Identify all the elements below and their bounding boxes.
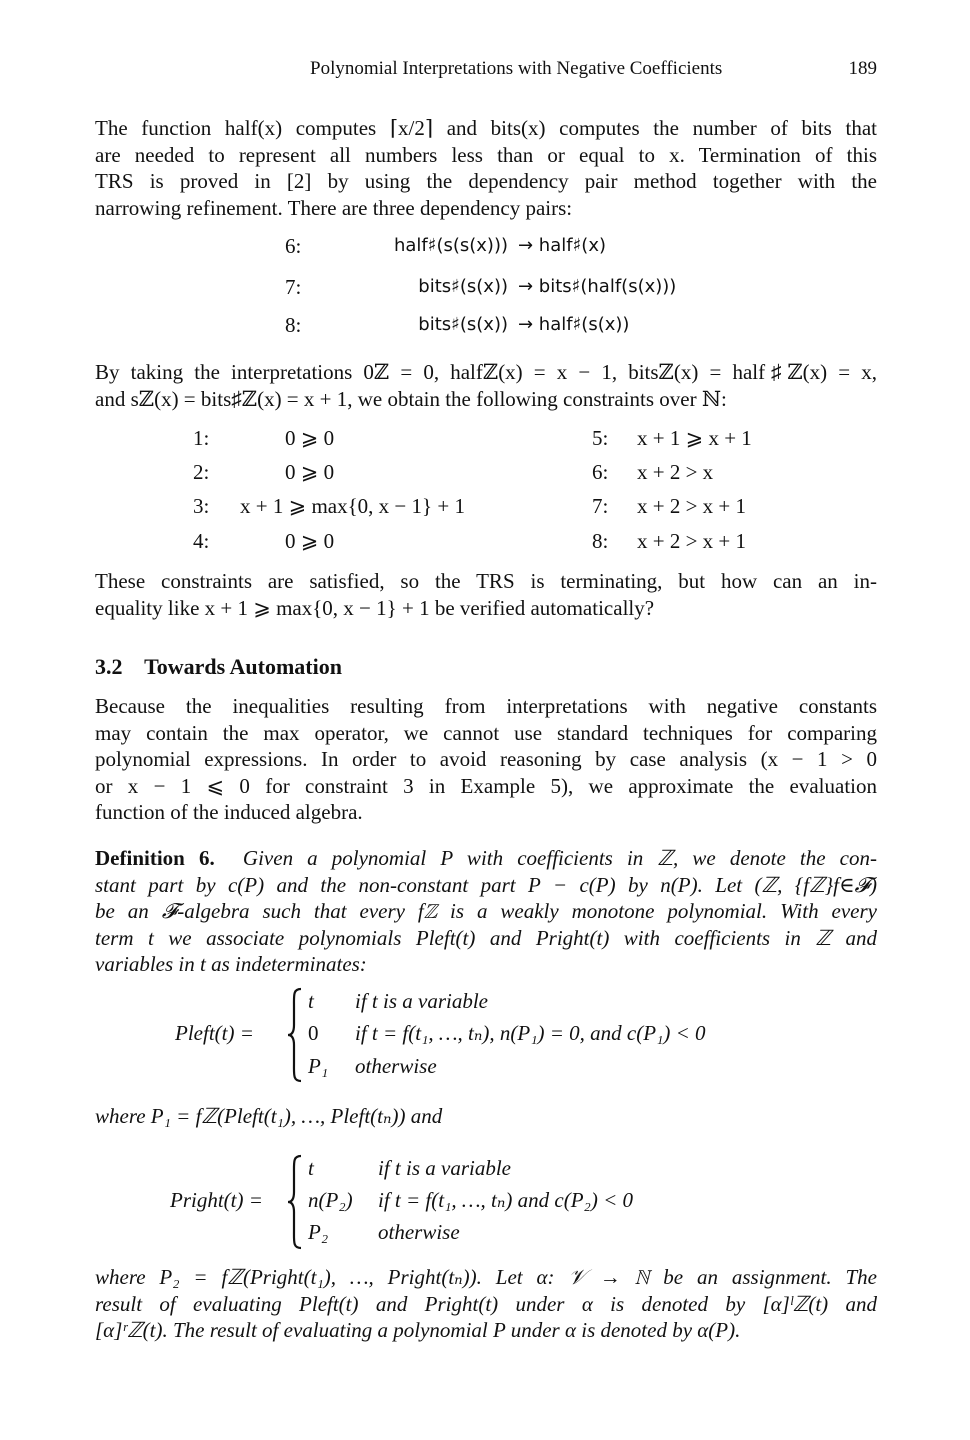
text-line: be an 𝓕-algebra such that every fℤ is a weakly monotone polynomial. With every bbox=[95, 899, 877, 923]
dp-lhs: bits♯(s(x)) bbox=[418, 314, 508, 335]
paragraph-because bbox=[95, 693, 877, 826]
case-condition: if t = f(t₁, …, tₙ), n(P₁) = 0, and c(P₁) < 0 bbox=[355, 1021, 706, 1045]
constraint-expr: x + 2 > x + 1 bbox=[637, 494, 747, 518]
dp-number: 6: bbox=[285, 234, 302, 258]
dp-rhs: → half♯(s(x)) bbox=[518, 314, 630, 335]
dp-lhs: bits♯(s(x)) bbox=[418, 276, 508, 297]
case-value: n(P₂) bbox=[308, 1188, 353, 1212]
text-line: result of evaluating Pleft(t) and Pright(t) under α is denoted by [α]ˡℤ(t) and bbox=[95, 1291, 877, 1316]
constraint-expr: x + 2 > x bbox=[637, 460, 714, 484]
constraint-number: 3: bbox=[193, 494, 210, 518]
case-condition: otherwise bbox=[355, 1054, 437, 1078]
constraint-expr: 0 ⩾ 0 bbox=[285, 426, 335, 450]
case-value: t bbox=[308, 989, 314, 1013]
text-line: are needed to represent all numbers less than or equal to x. Termination of this bbox=[95, 142, 877, 167]
where-p2 bbox=[95, 1264, 877, 1344]
section-number: 3.2 bbox=[95, 654, 123, 679]
dp-rhs: → bits♯(half(s(x))) bbox=[518, 276, 677, 297]
case-value: t bbox=[308, 1156, 314, 1180]
section-title: Towards Automation bbox=[144, 654, 342, 679]
running-title: Polynomial Interpretations with Negative Coefficients bbox=[310, 58, 723, 79]
text-line: Given a polynomial P with coefficients in ℤ, we denote the con- bbox=[242, 846, 877, 870]
dp-number: 7: bbox=[285, 275, 302, 299]
constraint-number: 1: bbox=[193, 426, 210, 450]
constraint-number: 5: bbox=[592, 426, 609, 450]
constraint-expr: x + 2 > x + 1 bbox=[637, 529, 747, 553]
case-condition: if t is a variable bbox=[378, 1156, 511, 1180]
case-value: 0 bbox=[308, 1021, 319, 1045]
page-number: 189 bbox=[848, 58, 877, 79]
constraint-expr: 0 ⩾ 0 bbox=[285, 460, 335, 484]
dp-number: 8: bbox=[285, 313, 302, 337]
text-line: [α]ʳℤ(t). The result of evaluating a polynomial P under α is denoted by α(P). bbox=[95, 1318, 741, 1342]
text-line: polynomial expressions. In order to avoid reasoning by case analysis (x − 1 > 0 bbox=[95, 747, 877, 771]
definition-6 bbox=[95, 845, 877, 978]
text-line: and sℤ(x) = bits♯ℤ(x) = x + 1, we obtain the following constraints over ℕ: bbox=[95, 386, 727, 411]
case-value: P₁ bbox=[308, 1054, 329, 1078]
definition-label: Definition 6. bbox=[95, 846, 215, 870]
text-line: term t we associate polynomials Pleft(t) and Pright(t) with coefficients in ℤ and bbox=[95, 925, 877, 950]
text-line: The function half(x) computes ⌈x/2⌉ and bits(x) computes the number of bits that bbox=[95, 116, 877, 140]
text-line: variables in t as indeterminates: bbox=[95, 952, 367, 976]
section-heading bbox=[95, 654, 342, 680]
case-value: P₂ bbox=[308, 1220, 329, 1244]
pright-lhs: Pright(t) = bbox=[170, 1188, 263, 1212]
text-line: function of the induced algebra. bbox=[95, 800, 363, 824]
paragraph-intro bbox=[95, 115, 877, 221]
constraint-expr: x + 1 ⩾ x + 1 bbox=[637, 426, 752, 450]
text-line: or x − 1 ⩽ 0 for constraint 3 in Example 5), we approximate the evaluation bbox=[95, 773, 877, 798]
text-line: By taking the interpretations 0ℤ = 0, halfℤ(x) = x − 1, bitsℤ(x) = half♯ℤ(x) = x, bbox=[95, 360, 877, 384]
text-line: where P₁ = fℤ(Pleft(t₁), …, Pleft(tₙ)) and bbox=[95, 1104, 443, 1128]
constraint-number: 4: bbox=[193, 529, 210, 553]
dp-lhs: half♯(s(s(x))) bbox=[393, 235, 508, 256]
dp-rhs: → half♯(x) bbox=[518, 235, 606, 256]
constraint-number: 2: bbox=[193, 460, 210, 484]
constraint-expr: 0 ⩾ 0 bbox=[285, 529, 335, 553]
case-condition: otherwise bbox=[378, 1220, 460, 1244]
text-line: where P₂ = fℤ(Pright(t₁), …, Pright(tₙ)). Let α: 𝒱 → ℕ be an assignment. The bbox=[95, 1265, 877, 1289]
text-line: stant part by c(P) and the non-constant part P − c(P) by n(P). Let (ℤ, {fℤ}f∈𝓕) bbox=[95, 872, 877, 897]
pleft-lhs: Pleft(t) = bbox=[175, 1021, 254, 1045]
text-line: TRS is proved in [2] by using the dependency pair method together with the bbox=[95, 169, 877, 193]
case-condition: if t = f(t₁, …, tₙ) and c(P₂) < 0 bbox=[378, 1188, 634, 1212]
constraint-number: 6: bbox=[592, 460, 609, 484]
case-condition: if t is a variable bbox=[355, 989, 488, 1013]
text-line: may contain the max operator, we cannot use standard techniques for comparing bbox=[95, 720, 877, 745]
left-brace bbox=[287, 1154, 303, 1250]
text-line: narrowing refinement. There are three dependency pairs: bbox=[95, 195, 573, 220]
paragraph-satisfied bbox=[95, 568, 877, 621]
constraint-expr: x + 1 ⩾ max{0, x − 1} + 1 bbox=[240, 494, 465, 518]
text-line: equality like x + 1 ⩾ max{0, x − 1} + 1 be verified automatically? bbox=[95, 595, 655, 620]
running-header bbox=[310, 58, 877, 80]
text-line: Because the inequalities resulting from interpretations with negative constants bbox=[95, 694, 877, 718]
where-p1 bbox=[95, 1103, 877, 1130]
paragraph-interpretations bbox=[95, 359, 877, 412]
constraint-number: 8: bbox=[592, 529, 609, 553]
constraint-number: 7: bbox=[592, 494, 609, 518]
left-brace bbox=[287, 987, 303, 1083]
text-line: These constraints are satisfied, so the TRS is terminating, but how can an in- bbox=[95, 569, 877, 593]
